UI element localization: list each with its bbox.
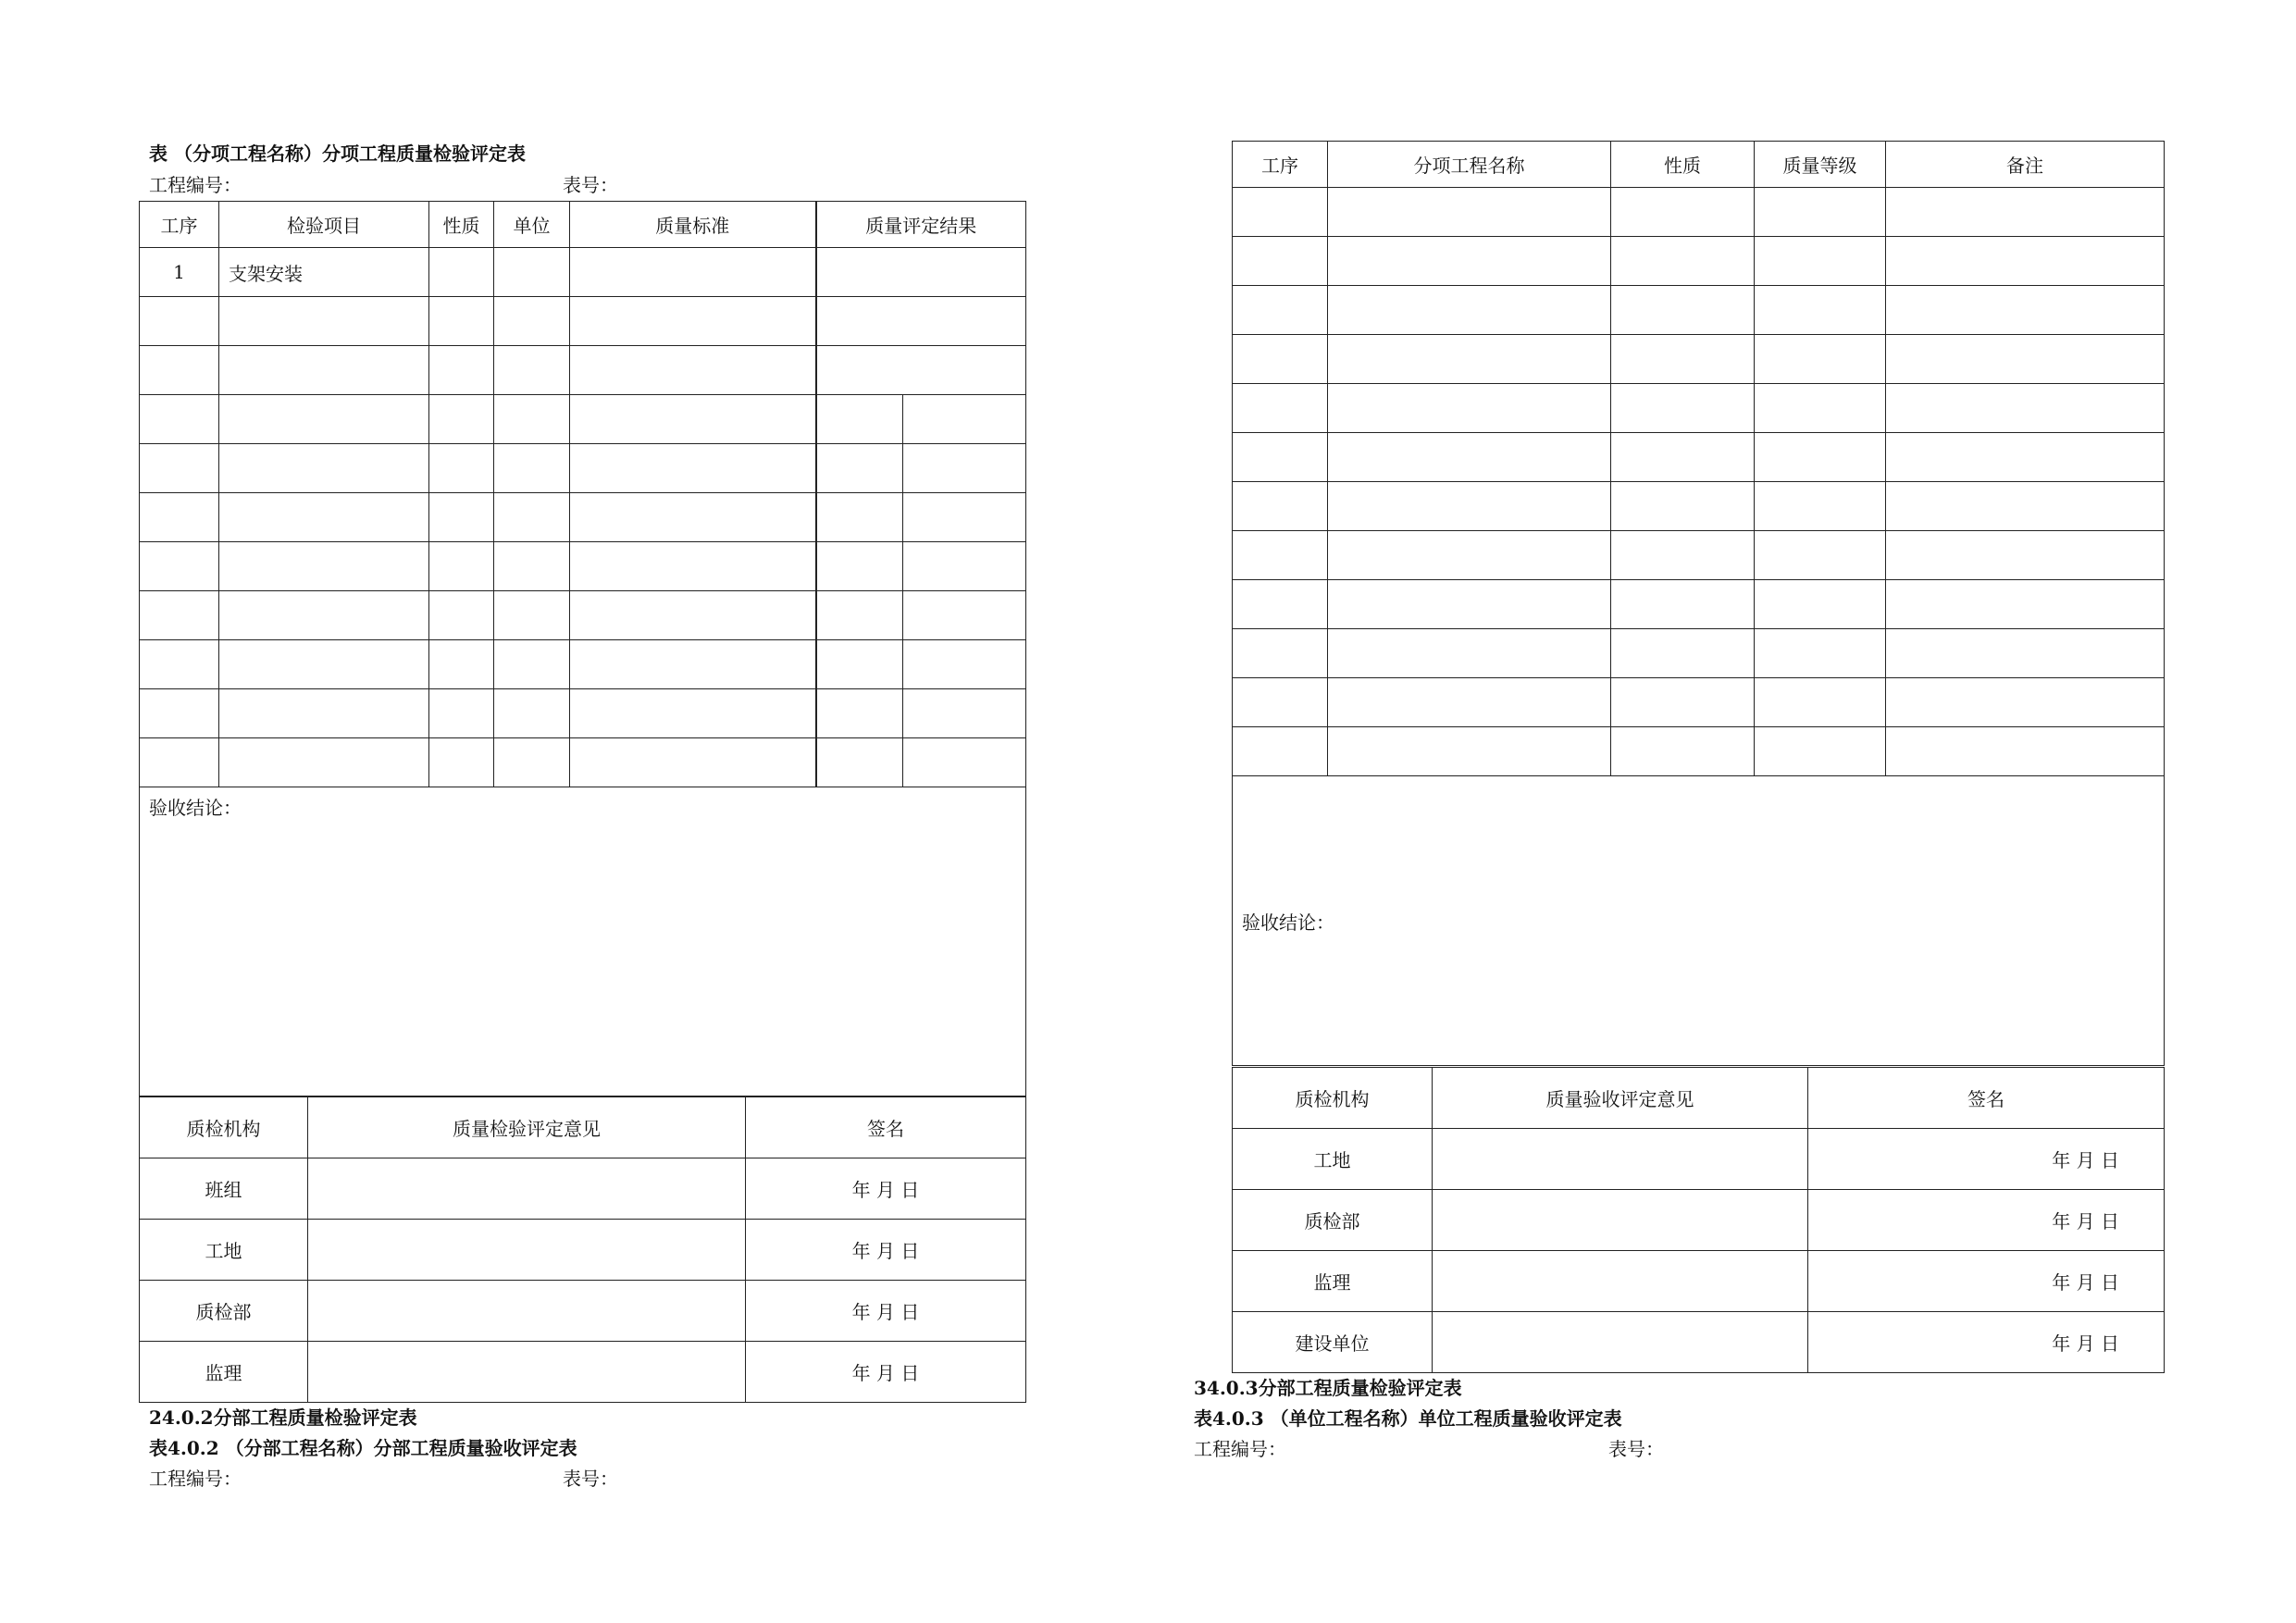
- header-quality-standard: 质量标准: [570, 202, 816, 248]
- table-cell[interactable]: [1611, 678, 1755, 727]
- table-cell[interactable]: [219, 591, 429, 640]
- table-cell[interactable]: [219, 297, 429, 346]
- left-footer-heading: 24.0.2分部工程质量检验评定表: [149, 1406, 417, 1429]
- table-row: [1233, 237, 2165, 286]
- table-cell[interactable]: [494, 493, 570, 542]
- table-cell[interactable]: [140, 542, 219, 591]
- table-cell[interactable]: [219, 542, 429, 591]
- left-table-no-label: 表号：: [563, 174, 618, 196]
- header-signature: 签名: [746, 1097, 1026, 1158]
- table-cell[interactable]: [903, 591, 1026, 640]
- signature-row: [140, 1281, 1026, 1342]
- table-row: [1233, 678, 2165, 727]
- table-cell[interactable]: [1611, 629, 1755, 678]
- table-cell[interactable]: [1611, 531, 1755, 580]
- table-cell[interactable]: [494, 346, 570, 395]
- conclusion-cell[interactable]: [140, 787, 1026, 1096]
- header-remarks: 备注: [1886, 142, 2165, 188]
- table-cell[interactable]: [1233, 629, 1328, 678]
- table-row: [1233, 629, 2165, 678]
- table-cell[interactable]: [1233, 188, 1328, 237]
- table-cell[interactable]: [1611, 433, 1755, 482]
- left-footer-project-no-label: 工程编号：: [149, 1468, 242, 1490]
- table-cell[interactable]: [219, 395, 429, 444]
- sign-date[interactable]: 年 月 日: [746, 1220, 1026, 1281]
- table-cell[interactable]: [903, 738, 1026, 787]
- table-cell[interactable]: [140, 444, 219, 493]
- table-cell[interactable]: [140, 297, 219, 346]
- table-cell[interactable]: [1328, 629, 1611, 678]
- opinion-cell[interactable]: [1433, 1190, 1808, 1251]
- table-cell[interactable]: [140, 640, 219, 689]
- table-cell[interactable]: [494, 248, 570, 297]
- table-row: [1233, 384, 2165, 433]
- table-cell[interactable]: [1233, 384, 1328, 433]
- table-cell[interactable]: [1328, 531, 1611, 580]
- table-cell[interactable]: [1755, 629, 1886, 678]
- table-cell[interactable]: [429, 444, 494, 493]
- table-cell[interactable]: [570, 542, 816, 591]
- table-cell[interactable]: [1755, 335, 1886, 384]
- left-form-title: 表 （分项工程名称）分项工程质量检验评定表: [149, 142, 526, 165]
- table-cell[interactable]: [1886, 433, 2165, 482]
- right-footer-table-no-label: 表号：: [1608, 1438, 1664, 1460]
- table-cell[interactable]: [570, 689, 816, 738]
- table-cell[interactable]: [570, 444, 816, 493]
- opinion-cell[interactable]: [308, 1281, 746, 1342]
- signature-row: [140, 1158, 1026, 1220]
- table-cell[interactable]: [1233, 678, 1328, 727]
- table-cell[interactable]: [1886, 580, 2165, 629]
- header-nature: 性质: [1611, 142, 1755, 188]
- left-header-row: [140, 202, 1026, 248]
- table-cell[interactable]: [903, 493, 1026, 542]
- table-cell[interactable]: [1755, 433, 1886, 482]
- table-cell[interactable]: [903, 542, 1026, 591]
- table-row: [140, 738, 1026, 787]
- table-cell[interactable]: [219, 346, 429, 395]
- table-cell[interactable]: [494, 297, 570, 346]
- table-cell[interactable]: [494, 689, 570, 738]
- header-quality-grade: 质量等级: [1755, 142, 1886, 188]
- table-cell[interactable]: [1611, 580, 1755, 629]
- table-cell[interactable]: [140, 395, 219, 444]
- table-cell[interactable]: [570, 640, 816, 689]
- left-inspection-table: [139, 201, 1026, 1096]
- right-evaluation-table: [1232, 141, 2165, 1066]
- org-name: 建设单位: [1233, 1312, 1433, 1373]
- table-row: [1233, 531, 2165, 580]
- table-cell[interactable]: [570, 248, 816, 297]
- table-row: [140, 542, 1026, 591]
- header-evaluation-result: 质量评定结果: [816, 202, 1026, 248]
- table-row: [140, 689, 1026, 738]
- table-cell[interactable]: [429, 689, 494, 738]
- table-cell[interactable]: [1886, 286, 2165, 335]
- org-name: 工地: [1233, 1129, 1433, 1190]
- table-row: [140, 493, 1026, 542]
- table-cell[interactable]: [1328, 188, 1611, 237]
- table-cell[interactable]: [1233, 335, 1328, 384]
- conclusion-label: 验收结论：: [1242, 911, 1334, 934]
- header-step: 工序: [1233, 142, 1328, 188]
- table-cell[interactable]: [1886, 335, 2165, 384]
- row-item: 支架安装: [219, 248, 429, 297]
- table-cell[interactable]: [219, 444, 429, 493]
- signature-header-row: [1233, 1068, 2165, 1129]
- table-cell[interactable]: [494, 640, 570, 689]
- table-cell[interactable]: [1755, 188, 1886, 237]
- conclusion-row: [140, 787, 1026, 1096]
- sign-date[interactable]: 年 月 日: [746, 1158, 1026, 1220]
- table-cell[interactable]: [1611, 286, 1755, 335]
- table-row: [140, 591, 1026, 640]
- signature-header-row: [140, 1097, 1026, 1158]
- signature-row: [1233, 1251, 2165, 1312]
- table-cell[interactable]: [1611, 727, 1755, 776]
- signature-row: [1233, 1312, 2165, 1373]
- left-footer-title: 表4.0.2 （分部工程名称）分部工程质量验收评定表: [149, 1437, 577, 1459]
- table-cell[interactable]: [1755, 531, 1886, 580]
- table-cell[interactable]: [570, 395, 816, 444]
- table-cell[interactable]: [494, 591, 570, 640]
- table-cell[interactable]: [219, 689, 429, 738]
- table-cell[interactable]: [1755, 678, 1886, 727]
- opinion-cell[interactable]: [308, 1220, 746, 1281]
- org-name: 监理: [140, 1342, 308, 1403]
- table-row: [140, 395, 1026, 444]
- table-row: [140, 346, 1026, 395]
- table-cell[interactable]: [1328, 237, 1611, 286]
- table-cell[interactable]: [1233, 727, 1328, 776]
- table-row: [1233, 433, 2165, 482]
- table-row: [140, 248, 1026, 297]
- table-cell[interactable]: [816, 689, 903, 738]
- table-cell[interactable]: [816, 640, 903, 689]
- table-cell[interactable]: [816, 444, 903, 493]
- signature-row: [1233, 1129, 2165, 1190]
- opinion-cell[interactable]: [1433, 1312, 1808, 1373]
- header-unit: 单位: [494, 202, 570, 248]
- table-cell[interactable]: [429, 591, 494, 640]
- table-cell[interactable]: [1755, 727, 1886, 776]
- table-cell[interactable]: [429, 640, 494, 689]
- table-row: [1233, 727, 2165, 776]
- table-cell[interactable]: [429, 542, 494, 591]
- table-row: [140, 297, 1026, 346]
- left-footer-table-no-label: 表号：: [563, 1468, 618, 1490]
- table-cell[interactable]: [570, 493, 816, 542]
- table-cell[interactable]: [1233, 482, 1328, 531]
- right-signature-table: [1232, 1067, 2165, 1373]
- table-cell[interactable]: [1328, 727, 1611, 776]
- table-cell[interactable]: [429, 346, 494, 395]
- table-cell[interactable]: [1755, 286, 1886, 335]
- header-sub-item-name: 分项工程名称: [1328, 142, 1611, 188]
- table-cell[interactable]: [429, 297, 494, 346]
- right-footer-title: 表4.0.3 （单位工程名称）单位工程质量验收评定表: [1194, 1407, 1622, 1430]
- table-cell[interactable]: [219, 738, 429, 787]
- signature-row: [1233, 1190, 2165, 1251]
- opinion-cell[interactable]: [308, 1158, 746, 1220]
- sign-date[interactable]: 年 月 日: [1808, 1129, 2165, 1190]
- table-cell[interactable]: [140, 493, 219, 542]
- table-cell[interactable]: [429, 395, 494, 444]
- table-cell[interactable]: [1886, 727, 2165, 776]
- table-cell[interactable]: [1328, 335, 1611, 384]
- header-qc-org: 质检机构: [1233, 1068, 1433, 1129]
- sign-date[interactable]: 年 月 日: [1808, 1251, 2165, 1312]
- table-cell[interactable]: [1328, 286, 1611, 335]
- table-cell[interactable]: [1328, 678, 1611, 727]
- table-cell[interactable]: [219, 640, 429, 689]
- table-cell[interactable]: [816, 297, 1026, 346]
- table-cell[interactable]: [429, 493, 494, 542]
- signature-row: [140, 1342, 1026, 1403]
- header-inspection-item: 检验项目: [219, 202, 429, 248]
- table-cell[interactable]: [140, 689, 219, 738]
- table-cell[interactable]: [494, 444, 570, 493]
- table-cell[interactable]: [1755, 237, 1886, 286]
- table-cell[interactable]: [816, 346, 1026, 395]
- right-footer-project-no-label: 工程编号：: [1194, 1438, 1286, 1460]
- table-cell[interactable]: [816, 248, 1026, 297]
- table-cell[interactable]: [1233, 286, 1328, 335]
- table-cell[interactable]: [1233, 433, 1328, 482]
- table-cell[interactable]: [903, 395, 1026, 444]
- table-cell[interactable]: [1611, 237, 1755, 286]
- table-cell[interactable]: [816, 542, 903, 591]
- opinion-cell[interactable]: [1433, 1251, 1808, 1312]
- table-cell[interactable]: [903, 640, 1026, 689]
- table-cell[interactable]: [1886, 384, 2165, 433]
- table-cell[interactable]: [1611, 335, 1755, 384]
- sign-date[interactable]: 年 月 日: [1808, 1190, 2165, 1251]
- header-step: 工序: [140, 202, 219, 248]
- table-row: [1233, 482, 2165, 531]
- opinion-cell[interactable]: [308, 1342, 746, 1403]
- table-cell[interactable]: [1886, 629, 2165, 678]
- table-cell[interactable]: [494, 738, 570, 787]
- table-cell[interactable]: [1755, 580, 1886, 629]
- conclusion-cell[interactable]: [1233, 776, 2165, 1066]
- table-cell[interactable]: [816, 738, 903, 787]
- table-row: [1233, 335, 2165, 384]
- table-cell[interactable]: [816, 395, 903, 444]
- table-cell[interactable]: [1611, 384, 1755, 433]
- table-cell[interactable]: [1755, 384, 1886, 433]
- table-cell[interactable]: [1755, 482, 1886, 531]
- org-name: 班组: [140, 1158, 308, 1220]
- org-name: 工地: [140, 1220, 308, 1281]
- sign-date[interactable]: 年 月 日: [746, 1342, 1026, 1403]
- table-cell[interactable]: [1233, 237, 1328, 286]
- table-cell[interactable]: [140, 738, 219, 787]
- table-cell[interactable]: [429, 738, 494, 787]
- sign-date[interactable]: 年 月 日: [746, 1281, 1026, 1342]
- table-cell[interactable]: [1611, 482, 1755, 531]
- org-name: 质检部: [140, 1281, 308, 1342]
- table-cell[interactable]: [1328, 384, 1611, 433]
- conclusion-label: 验收结论：: [149, 797, 242, 819]
- table-row: [140, 444, 1026, 493]
- table-cell[interactable]: [219, 493, 429, 542]
- table-cell[interactable]: [1886, 678, 2165, 727]
- table-cell[interactable]: [1886, 531, 2165, 580]
- table-cell[interactable]: [429, 248, 494, 297]
- table-cell[interactable]: [903, 444, 1026, 493]
- table-cell[interactable]: [570, 297, 816, 346]
- right-header-row: [1233, 142, 2165, 188]
- table-cell[interactable]: [494, 395, 570, 444]
- table-row: [1233, 286, 2165, 335]
- table-cell[interactable]: [570, 738, 816, 787]
- header-qc-opinion: 质量验收评定意见: [1433, 1068, 1808, 1129]
- table-cell[interactable]: [1611, 188, 1755, 237]
- table-cell[interactable]: [1233, 580, 1328, 629]
- table-row: [140, 640, 1026, 689]
- table-cell[interactable]: [1886, 188, 2165, 237]
- sign-date[interactable]: 年 月 日: [1808, 1312, 2165, 1373]
- table-cell[interactable]: [1886, 237, 2165, 286]
- table-cell[interactable]: [816, 591, 903, 640]
- table-row: [1233, 580, 2165, 629]
- table-cell[interactable]: [816, 493, 903, 542]
- header-signature: 签名: [1808, 1068, 2165, 1129]
- table-cell[interactable]: [494, 542, 570, 591]
- table-row: [1233, 188, 2165, 237]
- conclusion-row: [1233, 776, 2165, 1066]
- left-project-no-label: 工程编号：: [149, 174, 242, 196]
- table-cell[interactable]: [903, 689, 1026, 738]
- right-footer-heading: 34.0.3分部工程质量检验评定表: [1194, 1377, 1462, 1399]
- org-name: 监理: [1233, 1251, 1433, 1312]
- table-cell[interactable]: [570, 591, 816, 640]
- opinion-cell[interactable]: [1433, 1129, 1808, 1190]
- org-name: 质检部: [1233, 1190, 1433, 1251]
- row-step: 1: [140, 248, 219, 297]
- table-cell[interactable]: [570, 346, 816, 395]
- table-cell[interactable]: [1886, 482, 2165, 531]
- header-qc-org: 质检机构: [140, 1097, 308, 1158]
- table-cell[interactable]: [1328, 482, 1611, 531]
- left-signature-table: [139, 1096, 1026, 1403]
- signature-row: [140, 1220, 1026, 1281]
- header-qc-opinion: 质量检验评定意见: [308, 1097, 746, 1158]
- table-cell[interactable]: [1328, 433, 1611, 482]
- table-cell[interactable]: [1328, 580, 1611, 629]
- header-nature: 性质: [429, 202, 494, 248]
- table-cell[interactable]: [140, 591, 219, 640]
- table-cell[interactable]: [140, 346, 219, 395]
- table-cell[interactable]: [1233, 531, 1328, 580]
